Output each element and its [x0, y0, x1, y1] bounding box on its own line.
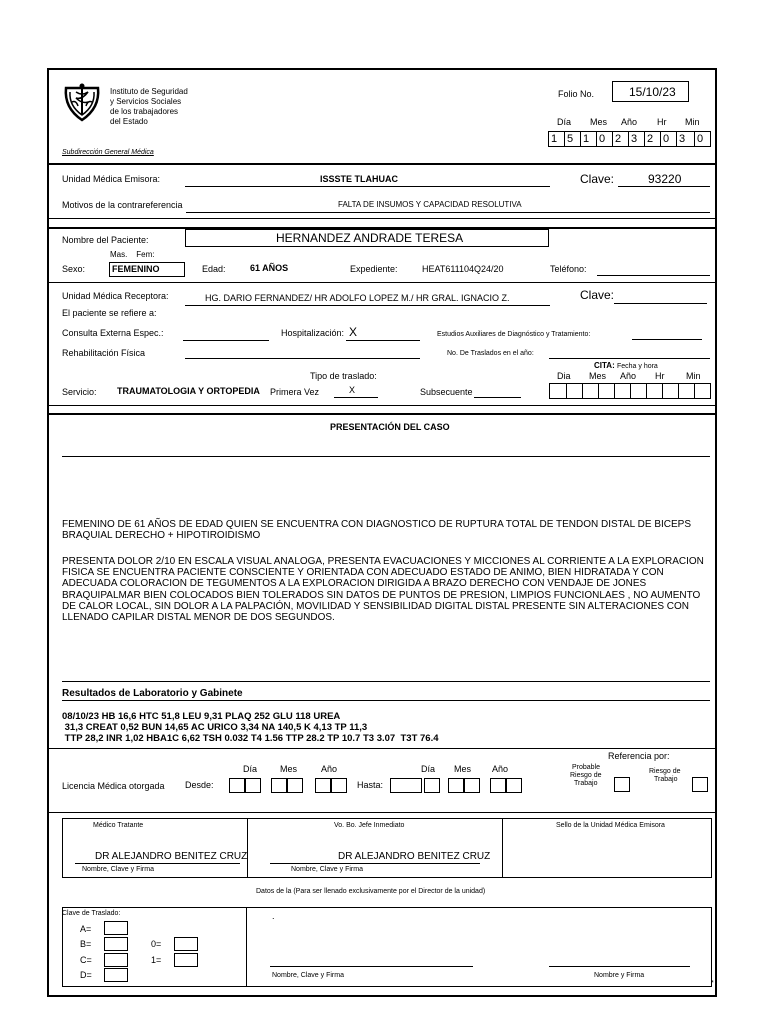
cita-min: Min — [686, 371, 701, 381]
jefe-underline — [270, 863, 480, 864]
expediente-label: Expediente: — [350, 264, 398, 274]
clave-checkbox[interactable] — [104, 937, 128, 951]
date-digit: 3 — [628, 132, 639, 146]
clave-b-label: B= — [80, 939, 92, 949]
emisora-underline — [185, 186, 550, 187]
cita-label-text: CITA: — [594, 361, 615, 370]
cita-mes: Mes — [589, 371, 607, 381]
rehab-label: Rehabilitación Física — [62, 348, 146, 358]
receptora-clave-underline — [614, 303, 707, 304]
date-header-dia: Día — [557, 117, 572, 127]
clave-divider — [246, 907, 247, 987]
lab-line-3: TTP 28,2 INR 1,02 HBA1C 6,62 TSH 0.032 T4 1.56 TTP 28.2 TP 10.7 T3 3.07 T3T 76.4 — [62, 733, 439, 744]
sig1-label: Nombre, Clave y Firma — [272, 972, 344, 979]
consulta-underline — [183, 340, 269, 341]
subsecuente-underline — [474, 397, 521, 398]
clave-traslado-label: Clave de Traslado: — [62, 910, 121, 917]
edad-label: Edad: — [202, 264, 226, 274]
firmas-divider — [247, 818, 248, 878]
date-digit: 0 — [660, 132, 671, 146]
cita-divider — [678, 384, 679, 398]
date-cell[interactable] — [464, 778, 480, 793]
telefono-label: Teléfono: — [550, 264, 587, 274]
patient-name-label: Nombre del Paciente: — [62, 235, 149, 245]
licencia-ano-1: Año — [321, 764, 338, 774]
date-cell[interactable] — [506, 778, 522, 793]
institution-line-1: Instituto de Seguridad — [110, 87, 188, 96]
motivos-label: Motivos de la contrareferencia — [62, 201, 183, 210]
date-cell[interactable] — [245, 778, 261, 793]
date-digit: 1 — [548, 132, 559, 146]
date-digit: 5 — [564, 132, 575, 146]
patient-name-value: HERNANDEZ ANDRADE TERESA — [276, 231, 464, 245]
sexo-value: FEMENINO — [112, 264, 160, 274]
hasta-label: Hasta: — [357, 780, 384, 790]
mas-fem-label: Mas. Fem: — [110, 250, 155, 259]
emisora-clave-label: Clave: — [580, 172, 615, 186]
date-cell[interactable] — [424, 778, 440, 793]
medico-name[interactable]: DR ALEJANDRO BENITEZ CRUZ — [95, 851, 248, 862]
cita-digit-row[interactable] — [549, 383, 711, 399]
lab-line-2: 31,3 CREAT 0,52 BUN 14,65 AC URICO 3,34 NA 140,5 K 4,13 TP 11,3 — [62, 722, 368, 733]
presentacion-title: PRESENTACIÓN DEL CASO — [330, 422, 450, 432]
divider — [48, 282, 716, 283]
divider — [48, 405, 716, 406]
cita-divider — [614, 384, 615, 398]
primera-vez-underline — [334, 397, 378, 398]
sello-label: Sello de la Unidad Médica Emisora — [556, 822, 665, 829]
date-header-ano: Año — [621, 117, 638, 127]
clave-checkbox[interactable] — [104, 953, 128, 967]
medico-sub: Nombre, Clave y Firma — [82, 866, 154, 873]
date-digit: 3 — [676, 132, 687, 146]
date-digit-row[interactable] — [548, 131, 711, 147]
hosp-label: Hospitalización: — [281, 328, 345, 338]
receptora-clave-label: Clave: — [580, 288, 615, 302]
emisora-label: Unidad Médica Emisora: — [62, 174, 161, 184]
trabajo-label-2: Trabajo — [654, 776, 678, 783]
primera-vez-value[interactable]: X — [349, 385, 356, 395]
receptora-label: Unidad Médica Receptora: — [62, 291, 169, 301]
motivos-value[interactable]: FALTA DE INSUMOS Y CAPACIDAD RESOLUTIVA — [338, 200, 522, 209]
divider — [48, 748, 716, 749]
cita-divider — [662, 384, 663, 398]
date-digit: 2 — [612, 132, 623, 146]
traslados-label: No. De Traslados en el año: — [447, 350, 534, 357]
folio-label: Folio No. — [558, 89, 595, 99]
clave-a-label: A= — [80, 924, 92, 934]
jefe-name[interactable]: DR ALEJANDRO BENITEZ CRUZ — [338, 851, 491, 862]
licencia-label: Licencia Médica otorgada — [62, 781, 165, 791]
telefono-underline — [597, 275, 710, 276]
trabajo-label: Trabajo — [574, 780, 598, 787]
date-cell[interactable] — [287, 778, 303, 793]
desde-label: Desde: — [185, 780, 214, 790]
emisora-clave-value[interactable]: 93220 — [648, 172, 682, 186]
date-digit: 0 — [596, 132, 607, 146]
jefe-sub: Nombre, Clave y Firma — [291, 866, 363, 873]
hosp-underline — [346, 340, 420, 341]
clave-checkbox[interactable] — [174, 937, 198, 951]
corner-mark: * — [711, 980, 714, 987]
issste-logo-icon — [60, 80, 104, 124]
divider — [48, 163, 716, 165]
licencia-mes-2: Mes — [454, 764, 472, 774]
divider — [62, 700, 710, 701]
emisora-value[interactable]: ISSSTE TLAHUAC — [320, 174, 399, 184]
referencia-label: Referencia por: — [608, 751, 670, 761]
hosp-value[interactable]: X — [349, 325, 358, 339]
motivos-underline — [186, 212, 710, 213]
date-header-hr: Hr — [657, 117, 667, 127]
divider — [48, 218, 716, 219]
cita-divider — [582, 384, 583, 398]
primera-vez-label: Primera Vez — [270, 387, 320, 397]
cita-divider — [694, 384, 695, 398]
lab-title: Resultados de Laboratorio y Gabinete — [62, 688, 243, 699]
date-digit: 0 — [694, 132, 705, 146]
cita-ano: Año — [620, 371, 637, 381]
licencia-dia-1: Día — [243, 764, 258, 774]
estudios-label: Estudios Auxiliares de Diagnóstico y Tratamiento: — [437, 331, 591, 338]
firmas-divider — [502, 818, 503, 878]
sig2-underline — [549, 966, 690, 967]
institution-line-3: de los trabajadores — [110, 107, 179, 116]
consulta-label: Consulta Externa Espec.: — [62, 328, 164, 338]
date-cell[interactable] — [229, 778, 245, 793]
cita-label — [594, 362, 658, 370]
traslados-underline — [549, 358, 710, 359]
clave-c-label: C= — [80, 955, 92, 965]
institution-line-2: y Servicios Sociales — [110, 97, 182, 106]
lab-line-1: 08/10/23 HB 16,6 HTC 51,8 LEU 9,31 PLAQ 252 GLU 118 UREA — [62, 711, 341, 722]
clave-checkbox[interactable] — [174, 953, 198, 967]
riesgo-de-label: Riesgo de — [570, 772, 602, 779]
clave-checkbox[interactable] — [104, 968, 128, 982]
licencia-dia-2: Día — [421, 764, 436, 774]
date-cell[interactable] — [315, 778, 331, 793]
medico-underline — [75, 863, 240, 864]
date-cell[interactable] — [271, 778, 287, 793]
cita-hr: Hr — [655, 371, 665, 381]
institution-line-4: del Estado — [110, 117, 148, 126]
licencia-ano-2: Año — [492, 764, 509, 774]
servicio-value[interactable]: TRAUMATOLOGIA Y ORTOPEDIA — [117, 386, 260, 396]
medico-label: Médico Tratante — [93, 822, 144, 829]
date-cell[interactable] — [692, 777, 708, 792]
director-label: Datos de la (Para ser llenado exclusivamente por el Director de la unidad) — [256, 888, 486, 895]
date-digit: 2 — [644, 132, 655, 146]
clave-zero-label: 0= — [151, 939, 162, 949]
divider — [48, 812, 716, 813]
date-cell[interactable] — [490, 778, 506, 793]
clave-underline — [618, 186, 710, 187]
subdirection-label: Subdirección General Médica — [62, 149, 154, 156]
sig2-label: Nombre y Firma — [594, 972, 645, 979]
receptora-value[interactable]: HG. DARIO FERNANDEZ/ HR ADOLFO LOPEZ M./ HR GRAL. IGNACIO Z. — [205, 293, 510, 303]
divider — [62, 681, 710, 682]
cita-divider — [630, 384, 631, 398]
riesgo-de-label-2: Riesgo de — [649, 768, 681, 775]
jefe-label: Vo. Bo. Jefe Inmediato — [334, 822, 405, 829]
estudios-underline — [632, 339, 702, 340]
subsecuente-label: Subsecuente — [420, 387, 473, 397]
divider — [62, 456, 710, 457]
divider — [48, 413, 716, 415]
clave-dot: . — [272, 911, 275, 921]
clave-checkbox[interactable] — [104, 921, 128, 935]
rehab-underline — [185, 358, 420, 359]
cita-sub-text: Fecha y hora — [616, 363, 658, 370]
date-cell[interactable] — [614, 777, 630, 792]
clave-d-label: D= — [80, 970, 92, 980]
cita-divider — [566, 384, 567, 398]
clave-one-label: 1= — [151, 955, 162, 965]
sig1-underline — [270, 966, 473, 967]
sexo-label: Sexo: — [62, 264, 86, 274]
date-cell[interactable] — [331, 778, 347, 793]
folio-value: 15/10/23 — [629, 85, 676, 99]
date-header-min: Min — [685, 117, 700, 127]
presentacion-paragraph-2: PRESENTA DOLOR 2/10 EN ESCALA VISUAL ANALOGA, PRESENTA EVACUACIONES Y MICCIONES AL CORRIENTE A LA EXPLORACION FISICA SE ENCUENTRA PACIENTE CONSCIENTE Y ORIENTADA CON ADECUADO ESTADO DE ANIMO, BIEN HIDRATADA Y CON ADECUADA COLORACION DE TEGUMENTOS A LA EXPLORACION DIRIGIDA A BRAZO DERECHO CON VENDAJE DE JONES BRAQUIPALMAR BIEN COLOCADOS BIEN TOLERADOS SIN DATOS DE PUNTOS DE PRESION, LIMPIOS FUNCIONLAES , NO AUMENTO DE CALOR LOCAL, SIN DOLOR A LA PALPACIÓN, MOVILIDAD Y SENSIBILIDAD DIGITAL DISTAL PRESENTE SIN ALTERACIONES CON LLENADO CAPILAR DISTAL MENOR DE DOS SEGUNDOS. — [62, 556, 704, 624]
receptora-underline — [185, 305, 550, 306]
date-header-mes: Mes — [590, 117, 608, 127]
refiere-label: El paciente se refiere a: — [62, 308, 157, 318]
cita-divider — [646, 384, 647, 398]
probable-label: Probable — [572, 764, 601, 771]
presentacion-paragraph-1: FEMENINO DE 61 AÑOS DE EDAD QUIEN SE ENCUENTRA CON DIAGNOSTICO DE RUPTURA TOTAL DE TENDON DISTAL DE BICEPS BRAQUIAL DERECHO + HIPOTIROIDISMO — [62, 519, 692, 542]
licencia-mes-1: Mes — [280, 764, 298, 774]
edad-value[interactable]: 61 AÑOS — [250, 263, 289, 273]
tipo-traslado-label: Tipo de traslado: — [310, 371, 377, 381]
servicio-label: Servicio: — [62, 387, 97, 397]
cita-divider — [598, 384, 599, 398]
date-digit: 1 — [580, 132, 591, 146]
date-cell[interactable] — [390, 778, 422, 793]
expediente-value[interactable]: HEAT611104Q24/20 — [422, 264, 504, 274]
cita-dia: Dia — [557, 371, 571, 381]
date-cell[interactable] — [448, 778, 464, 793]
